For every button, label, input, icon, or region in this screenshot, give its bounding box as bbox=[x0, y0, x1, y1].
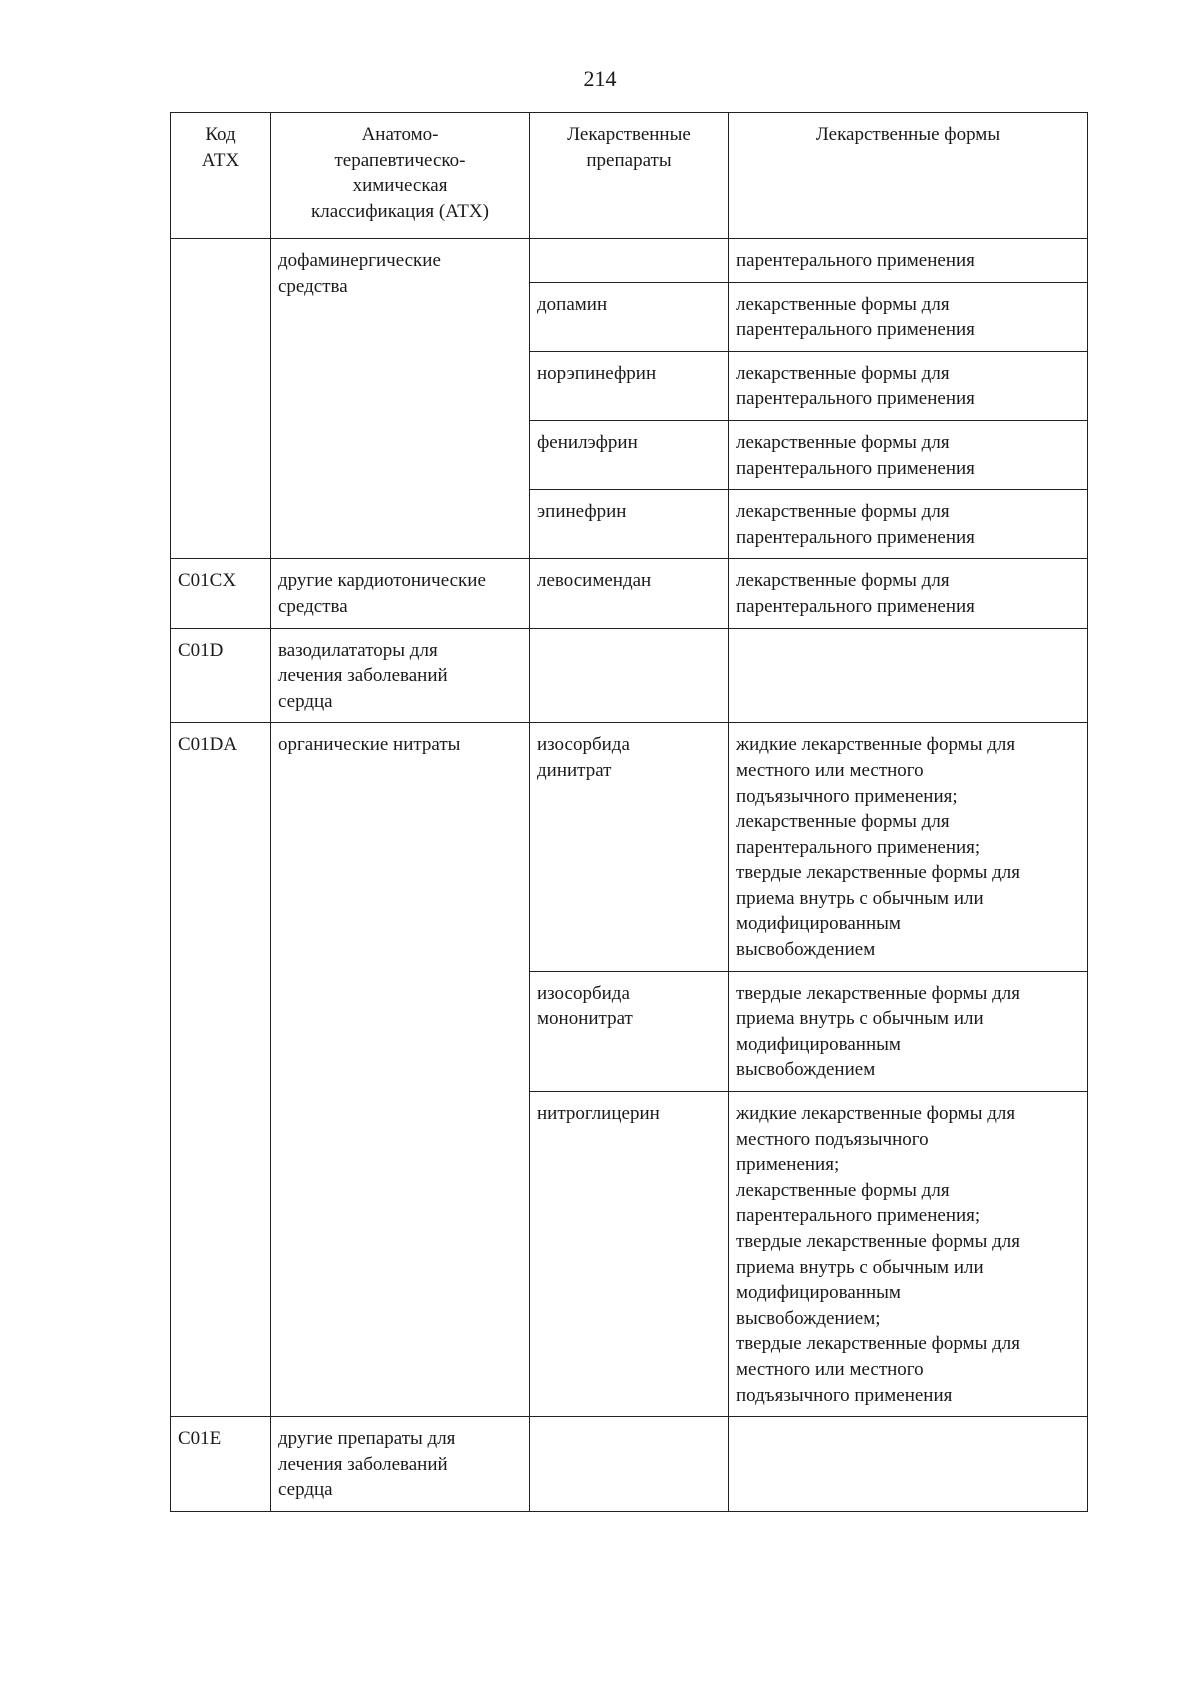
table-row bbox=[171, 1417, 1088, 1512]
table-row bbox=[171, 723, 1088, 971]
form-cell: лекарственные формы для парентерального применения bbox=[729, 351, 1088, 420]
drug-cell: изосорбида динитрат bbox=[530, 723, 729, 971]
drug-cell: нитроглицерин bbox=[530, 1092, 729, 1417]
code-cell: C01CX bbox=[171, 559, 271, 628]
code-cell: C01E bbox=[171, 1417, 271, 1512]
drug-cell: фенилэфрин bbox=[530, 420, 729, 489]
form-cell: жидкие лекарственные формы для местного подъязычного применения; лекарственные формы для парентерального применения; твердые лекарственные формы для приема внутрь с обычным или модифицированным высвобождением; твердые лекарственные формы для местного или местного подъязычного применения bbox=[729, 1092, 1088, 1417]
header-drugs: Лекарственные препараты bbox=[530, 113, 729, 239]
form-cell: парентерального применения bbox=[729, 239, 1088, 283]
form-cell: твердые лекарственные формы для приема внутрь с обычным или модифицированным высвобождением bbox=[729, 971, 1088, 1091]
form-cell: лекарственные формы для парентерального применения bbox=[729, 282, 1088, 351]
code-cell bbox=[171, 239, 271, 559]
drug-cell: изосорбида мононитрат bbox=[530, 971, 729, 1091]
code-cell: C01DA bbox=[171, 723, 271, 1417]
drug-cell: норэпинефрин bbox=[530, 351, 729, 420]
page-number: 214 bbox=[583, 66, 617, 91]
drug-cell: левосимендан bbox=[530, 559, 729, 628]
form-cell: жидкие лекарственные формы для местного или местного подъязычного применения; лекарственные формы для парентерального применения; твердые лекарственные формы для приема внутрь с обычным или модифицированным высвобождением bbox=[729, 723, 1088, 971]
drug-cell bbox=[530, 239, 729, 283]
classification-cell: органические нитраты bbox=[271, 723, 530, 1417]
form-cell bbox=[729, 1417, 1088, 1512]
atx-table bbox=[170, 112, 1088, 1512]
drug-cell bbox=[530, 1417, 729, 1512]
header-classification: Анатомо- терапевтическо- химическая классификация (АТХ) bbox=[271, 113, 530, 239]
classification-cell: другие препараты для лечения заболеваний сердца bbox=[271, 1417, 530, 1512]
classification-cell: дофаминергические средства bbox=[271, 239, 530, 559]
classification-cell: вазодилататоры для лечения заболеваний сердца bbox=[271, 628, 530, 723]
form-cell: лекарственные формы для парентерального применения bbox=[729, 420, 1088, 489]
table-row bbox=[171, 559, 1088, 628]
header-code: Код АТХ bbox=[171, 113, 271, 239]
header-forms: Лекарственные формы bbox=[729, 113, 1088, 239]
table-row bbox=[171, 628, 1088, 723]
form-cell bbox=[729, 628, 1088, 723]
form-cell: лекарственные формы для парентерального применения bbox=[729, 490, 1088, 559]
form-cell: лекарственные формы для парентерального применения bbox=[729, 559, 1088, 628]
drug-cell bbox=[530, 628, 729, 723]
table-row bbox=[171, 239, 1088, 283]
drug-cell: допамин bbox=[530, 282, 729, 351]
table-header-row bbox=[171, 113, 1088, 239]
code-cell: C01D bbox=[171, 628, 271, 723]
drug-cell: эпинефрин bbox=[530, 490, 729, 559]
classification-cell: другие кардиотонические средства bbox=[271, 559, 530, 628]
